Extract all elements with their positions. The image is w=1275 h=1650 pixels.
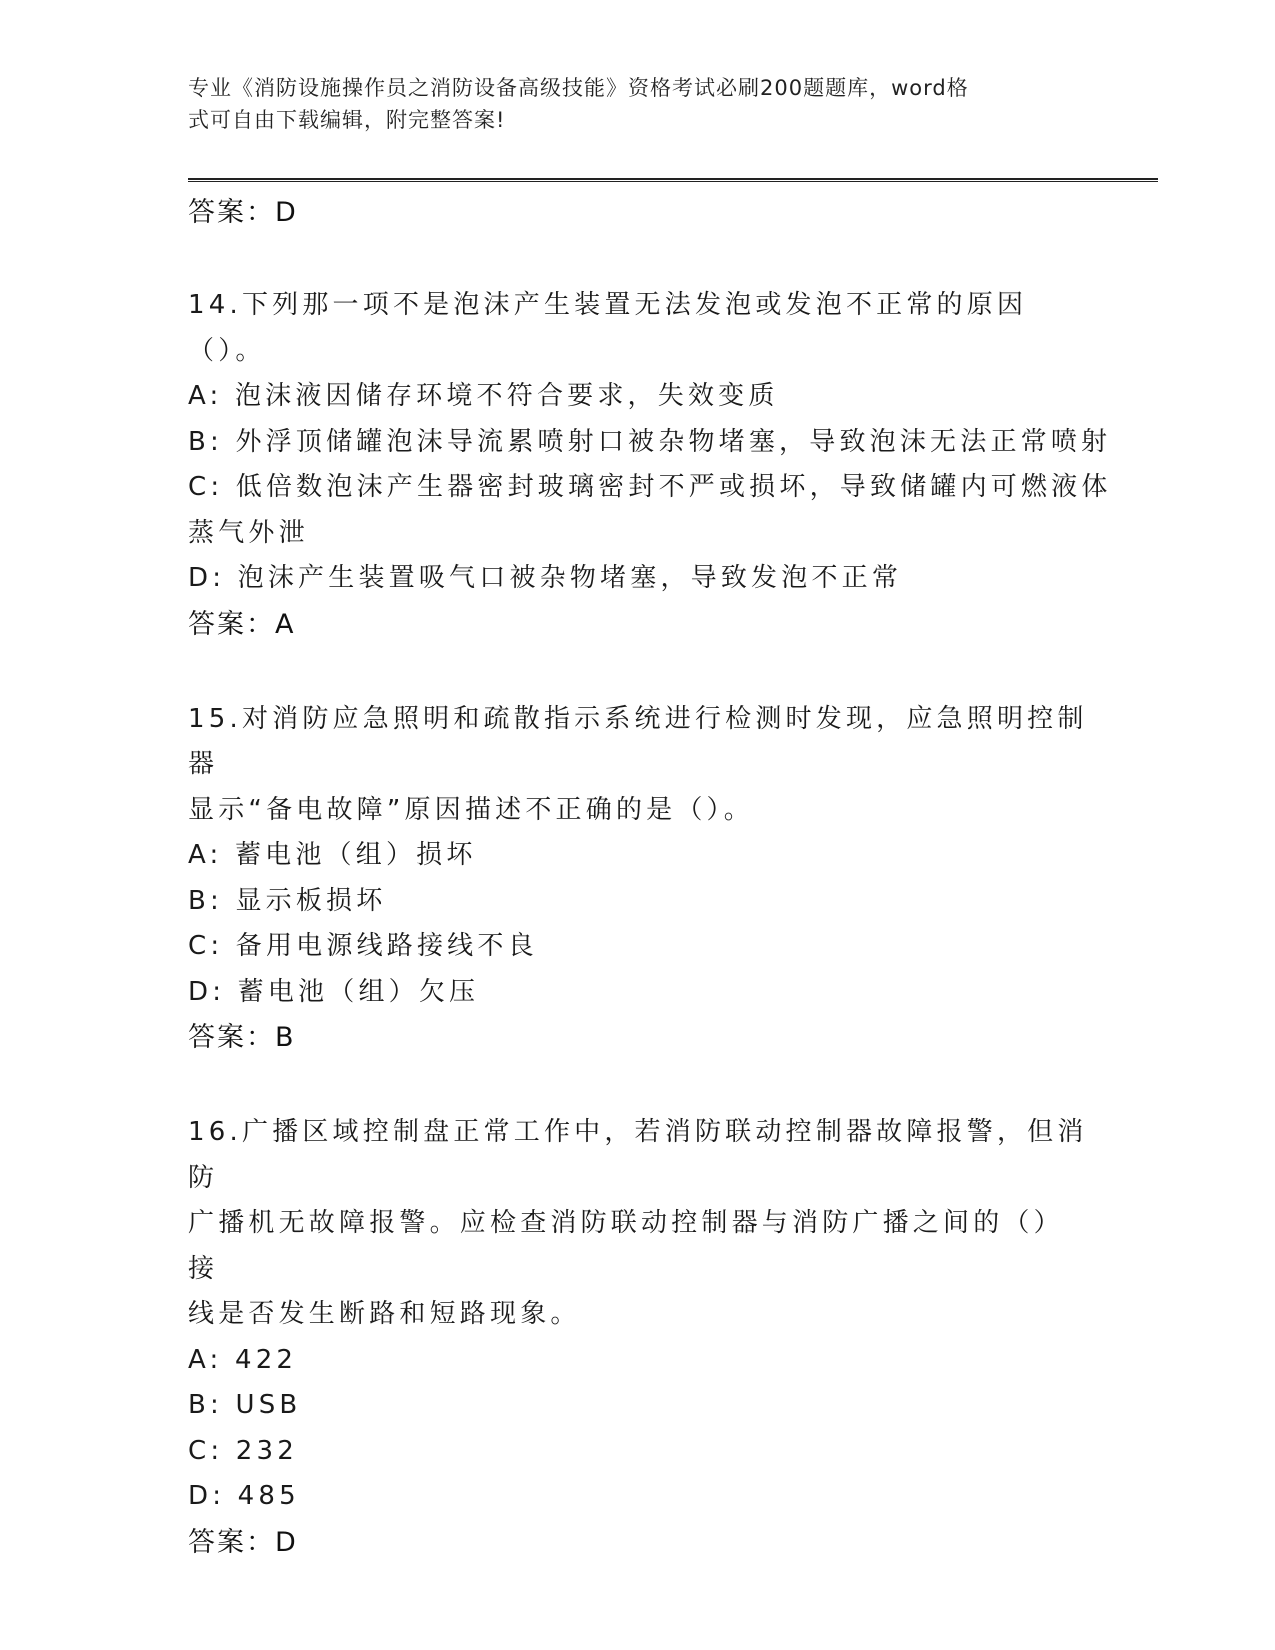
- question-stem: 16.广播区域控制盘正常工作中，若消防联动控制器故障报警，但消防: [188, 1117, 1088, 1193]
- option-b: B: 显示板损坏: [188, 885, 387, 916]
- question-stem: 14.下列那一项不是泡沫产生装置无法发泡或发泡不正常的原因（）。: [188, 290, 1028, 366]
- option-d: D: 蓄电池（组）欠压: [188, 976, 480, 1007]
- question-stem-continued: 显示“备电故障”原因描述不正确的是（）。: [188, 794, 754, 825]
- header-line-2: 式可自由下载编辑，附完整答案!: [188, 108, 506, 132]
- option-c: C: 232: [188, 1435, 299, 1466]
- question-answer: 答案：A: [188, 608, 296, 640]
- header-divider: [188, 178, 1158, 182]
- option-b: B: 外浮顶储罐泡沫导流累喷射口被杂物堵塞，导致泡沫无法正常喷射: [188, 426, 1112, 457]
- option-a: A: 422: [188, 1344, 298, 1375]
- option-a: A: 泡沫液因储存环境不符合要求，失效变质: [188, 381, 779, 411]
- question-stem-continued: 线是否发生断路和短路现象。: [188, 1299, 581, 1329]
- option-d: D: 泡沫产生装置吸气口被杂物堵塞，导致发泡不正常: [188, 563, 903, 593]
- previous-question-answer: 答案：D: [188, 197, 298, 228]
- document-body: [188, 190, 1112, 1565]
- question-stem: 15.对消防应急照明和疏散指示系统进行检测时发现，应急照明控制器: [188, 703, 1088, 779]
- question-answer: 答案：B: [188, 1022, 296, 1053]
- question-stem-continued: 广播机无故障报警。应检查消防联动控制器与消防广播之间的（）接: [188, 1208, 1064, 1284]
- question-16: [188, 1110, 1088, 1565]
- question-answer: 答案：D: [188, 1526, 298, 1558]
- question-15: [188, 697, 1088, 1061]
- option-c: C: 备用电源线路接线不良: [188, 931, 538, 961]
- option-c: C: 低倍数泡沫产生器密封玻璃密封不严或损坏，导致储罐内可燃液体: [188, 472, 1112, 502]
- option-a: A: 蓄电池（组）损坏: [188, 840, 477, 870]
- option-b: B: USB: [188, 1390, 302, 1420]
- question-14: [188, 283, 1112, 647]
- option-d: D: 485: [188, 1481, 300, 1511]
- option-c-continued: 蒸气外泄: [188, 517, 309, 548]
- header-line-1: 专业《消防设施操作员之消防设备高级技能》资格考试必刷200题题库，word格: [188, 76, 969, 100]
- document-header: [188, 72, 1068, 136]
